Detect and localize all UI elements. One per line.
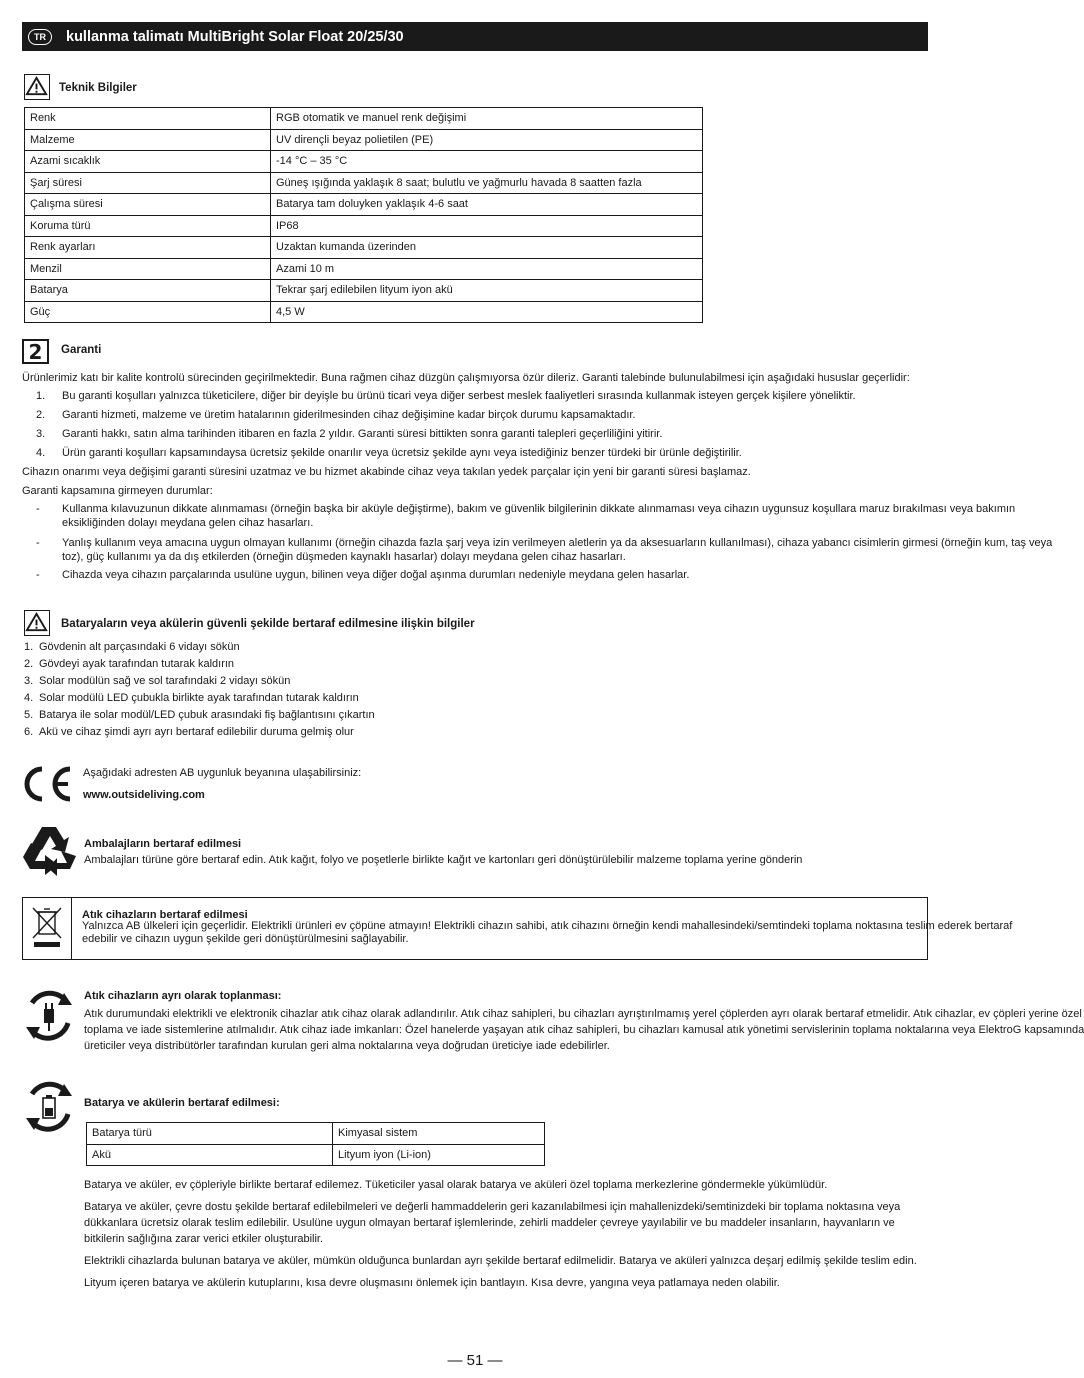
list-text: Ürün garanti koşulları kapsamındaysa ücretsiz şekilde onarılır veya ücretsiz şekilde aynı veya istediğiniz benzer türdeki bir ürünle değiştirilir. [62, 447, 742, 459]
spec-value: Azami 10 m [271, 258, 703, 280]
ce-url-link[interactable]: www.outsideliving.com [83, 789, 205, 801]
table-row [87, 1144, 545, 1166]
batteries-title: Batarya ve akülerin bertaraf edilmesi: [84, 1097, 280, 1109]
list-number: 5. [24, 709, 34, 721]
list-item [22, 446, 922, 465]
spec-value: Tekrar şarj edilebilen lityum iyon akü [271, 280, 703, 302]
spec-label: Renk [25, 108, 271, 130]
list-item [22, 408, 922, 427]
list-text: Gövdeyi ayak tarafından tutarak kaldırın [39, 658, 235, 670]
ce-text: Aşağıdaki adresten AB uygunluk beyanına ulaşabilirsiniz: [83, 767, 362, 779]
spec-label: Çalışma süresi [25, 194, 271, 216]
batteries-p4: Lityum içeren batarya ve akülerin kutuplarını, kısa devre oluşmasını önlemek için bantlayın. Kısa devre, yangına veya patlamaya neden olabilir. [84, 1277, 780, 1289]
spec-row [25, 280, 703, 302]
table-cell: Kimyasal sistem [333, 1123, 545, 1145]
list-number: 2. [24, 658, 34, 670]
spec-value: 4,5 W [271, 301, 703, 323]
list-item [22, 502, 1016, 536]
spec-row [25, 194, 703, 216]
list-text: Yanlış kullanım veya amacına uygun olmayan kullanımı (örneğin cihazda fazla şarj veya izin verilmeyen aletlerin ya da aksesuarların kullanılması), cihaza yabancı cisimlerin girmesi (örneğin kum, taş veya [62, 537, 1053, 549]
separate-line3: üreticiler veya distribütörler tarafından kurulan geri alma noktalarına veya doğrudan üreticiye iade edebilirler. [84, 1040, 610, 1052]
warranty-title: Garanti [61, 344, 102, 356]
list-text: Cihazda veya cihazın parçalarında usulüne uygun, bilinen veya diğer doğal aşınma durumları nedeniyle meydana gelen hasarlar. [62, 569, 690, 581]
list-item [22, 708, 622, 725]
table-cell: Akü [87, 1144, 333, 1166]
spec-label: Koruma türü [25, 215, 271, 237]
table-cell: Batarya türü [87, 1123, 333, 1145]
bullet-dash: - [36, 503, 40, 515]
spec-table [24, 107, 703, 323]
list-item [22, 725, 622, 742]
spec-row [25, 172, 703, 194]
weee-box [22, 897, 1013, 960]
list-item [22, 389, 922, 408]
list-item [22, 427, 922, 446]
warning-icon [24, 610, 50, 636]
list-number: 4. [24, 692, 34, 704]
plug-recycle-icon [20, 987, 78, 1048]
list-item [22, 640, 622, 657]
list-item [22, 568, 922, 586]
spec-value: Güneş ışığında yaklaşık 8 saat; bulutlu ve yağmurlu havada 8 saatten fazla [271, 172, 703, 194]
spec-label: Batarya [25, 280, 271, 302]
list-text: Garanti hakkı, satın alma tarihinden itibaren en fazla 2 yıldır. Garanti süresi bittikten sonra garanti talepleri geçerliliğini yitirir. [62, 428, 663, 440]
list-text: Batarya ile solar modül/LED çubuk arasındaki fiş bağlantısını çıkartın [39, 709, 375, 721]
exclusions-list [22, 502, 1053, 586]
packaging-text: Ambalajları türüne göre bertaraf edin. Atık kağıt, folyo ve poşetlerle birlikte kağıt ve kartonları geri dönüştürülebilir malzeme toplama yerine gönderin [84, 854, 803, 866]
list-item [22, 691, 622, 708]
spec-value: Uzaktan kumanda üzerinden [271, 237, 703, 259]
list-text: Solar modülün sağ ve sol tarafındaki 2 vidayı sökün [39, 675, 291, 687]
spec-value: UV dirençli beyaz polietilen (PE) [271, 129, 703, 151]
spec-label: Renk ayarları [25, 237, 271, 259]
spec-value: IP68 [271, 215, 703, 237]
spec-row [25, 258, 703, 280]
battery-safe-title: Bataryaların veya akülerin güvenli şekilde bertaraf edilmesine ilişkin bilgiler [61, 618, 475, 630]
crossed-bin-icon [31, 906, 63, 951]
list-text: Solar modülü LED çubukla birlikte ayak tarafından tutarak kaldırın [39, 692, 359, 704]
list-text: Garanti hizmeti, malzeme ve üretim hatalarının giderilmesinden cihaz değişimine kadar birçok durumu kapsamaktadır. [62, 409, 636, 421]
spec-row [25, 108, 703, 130]
list-number: 6. [24, 726, 34, 738]
batteries-p2-line2: dükkanlara ücretsiz olarak teslim edilebilir. Usulüne uygun olmayan bertaraf işlemlerinde, zehirli maddeler çevreye yayılabilir ve bu maddeler insanların, hayvanların ve [84, 1217, 895, 1229]
separate-line2: toplama ve iade sistemlerine atılmalıdır. Atık cihaz iade imkanları: Özel hanelerde yaşayan atık cihaz sahipleri, bu cihazları kamusal atık yönetimi servislerinin toplama noktalarına veya ElektroG kapsamında [84, 1024, 1084, 1036]
spec-row [25, 151, 703, 173]
battery-type-table [86, 1122, 545, 1166]
spec-value: -14 °C – 35 °C [271, 151, 703, 173]
divider [71, 898, 72, 959]
list-text: eksikliğinden dolayı meydana gelen cihaz hasarları. [62, 517, 314, 529]
list-number: 4. [36, 447, 46, 459]
spec-label: Şarj süresi [25, 172, 271, 194]
ce-mark-icon [20, 765, 76, 806]
battery-recycle-icon [20, 1078, 78, 1139]
page-number: — 51 — [447, 1352, 503, 1369]
list-item [22, 536, 1053, 568]
spec-label: Azami sıcaklık [25, 151, 271, 173]
list-number: 1. [24, 641, 34, 653]
batteries-p2-line3: bitkilerin sağlığına zarar verici etkiler oluşturabilir. [84, 1233, 324, 1245]
spec-value: RGB otomatik ve manuel renk değişimi [271, 108, 703, 130]
warning-icon [24, 74, 50, 100]
page-header [22, 22, 928, 51]
language-badge: TR [28, 29, 52, 45]
technical-title: Teknik Bilgiler [59, 82, 137, 94]
list-text: Akü ve cihaz şimdi ayrı ayrı bertaraf edilebilir duruma gelmiş olur [39, 726, 354, 738]
separate-title: Atık cihazların ayrı olarak toplanması: [84, 990, 282, 1002]
spec-row [25, 237, 703, 259]
spec-row [25, 129, 703, 151]
list-number: 1. [36, 390, 46, 402]
page-title: kullanma talimatı MultiBright Solar Float 20/25/30 [66, 28, 404, 45]
list-number: 3. [24, 675, 34, 687]
list-number: 3. [36, 428, 46, 440]
spec-label: Menzil [25, 258, 271, 280]
batteries-p2-line1: Batarya ve aküler, çevre dostu şekilde bertaraf edilebilmeleri ve değerli hammaddelerin geri kazanılabilmesi için mahallenizdeki/semtinizdeki bir toplama noktasına veya [84, 1201, 901, 1213]
warranty-note: Cihazın onarımı veya değişimi garanti süresini uzatmaz ve bu hizmet akabinde cihaz veya takılan yedek parçalar için yeni bir garanti süresi başlamaz. [22, 466, 751, 478]
list-text: Gövdenin alt parçasındaki 6 vidayı sökün [39, 641, 240, 653]
weee-line1: Yalnızca AB ülkeleri için geçerlidir. Elektrikli ürünleri ev çöpüne atmayın! Elektrikli cihazın sahibi, atık cihazını örneğin kendi mahallesindeki/semtindeki toplama noktasına teslim ederek bertaraf [82, 920, 1013, 932]
table-row [87, 1123, 545, 1145]
packaging-title: Ambalajların bertaraf edilmesi [84, 838, 242, 850]
bullet-dash: - [36, 537, 40, 549]
spec-row [25, 301, 703, 323]
recycle-icon [20, 825, 78, 882]
batteries-p1: Batarya ve aküler, ev çöpleriyle birlikte bertaraf edilemez. Tüketiciler yasal olarak batarya ve aküleri özel toplama merkezlerine göndermekle yükümlüdür. [84, 1179, 828, 1191]
exclusions-title: Garanti kapsamına girmeyen durumlar: [22, 485, 213, 497]
spec-label: Malzeme [25, 129, 271, 151]
list-item [22, 657, 622, 674]
list-text: Bu garanti koşulları yalnızca tüketicilere, diğer bir deyişle bu ürünü ticari veya diğer serbest meslek faaliyetleri sırasında kullanmak isteyen gerçek kişilere yöneliktir. [62, 390, 856, 402]
list-number: 2. [36, 409, 46, 421]
spec-label: Güç [25, 301, 271, 323]
separate-line1: Atık durumundaki elektrikli ve elektronik cihazlar atık cihaz olarak adlandırılır. Atık cihaz sahipleri, bu cihazları ayrıştırılmamış yerel çöplerden ayrı olarak bertaraf etmelidir. Atık cihazlar, ev çöpleri yerine özel [84, 1008, 1082, 1020]
weee-line2: edebilir ve cihazın uygun şekilde geri dönüştürülmesini sağlayabilir. [82, 933, 409, 945]
batteries-p3: Elektrikli cihazlarda bulunan batarya ve aküler, mümkün olduğunca bunlardan ayrı şekilde bertaraf edilmelidir. Batarya ve aküleri yalnızca deşarj edilmiş şekilde teslim edin. [84, 1255, 917, 1267]
section-number-badge: 2 [22, 339, 49, 364]
bullet-dash: - [36, 569, 40, 581]
disassembly-steps [22, 640, 622, 742]
weee-title: Atık cihazların bertaraf edilmesi [82, 909, 248, 921]
spec-row [25, 215, 703, 237]
warranty-intro: Ürünlerimiz katı bir kalite kontrolü sürecinden geçirilmektedir. Buna rağmen cihaz düzgün çalışmıyorsa özür dileriz. Garanti talebinde bulunulabilmesi için aşağıdaki hususlar geçerlidir: [22, 372, 910, 384]
list-text: Kullanma kılavuzunun dikkate alınmaması (örneğin başka bir aküyle değiştirme), bakım ve güvenlik bilgilerinin dikkate alınmaması veya cihazın uygunsuz koşullara maruz bırakılması veya bakımın [62, 503, 1016, 515]
table-cell: Lityum iyon (Li-ion) [333, 1144, 545, 1166]
list-item [22, 674, 622, 691]
list-text: toz), güç kullanımı ya da dış etkilerden (örneğin düşmeden kaynaklı hasarlar) dolayı meydana gelen cihaz hasarları. [62, 551, 626, 563]
spec-value: Batarya tam doluyken yaklaşık 4-6 saat [271, 194, 703, 216]
warranty-list [22, 389, 922, 465]
